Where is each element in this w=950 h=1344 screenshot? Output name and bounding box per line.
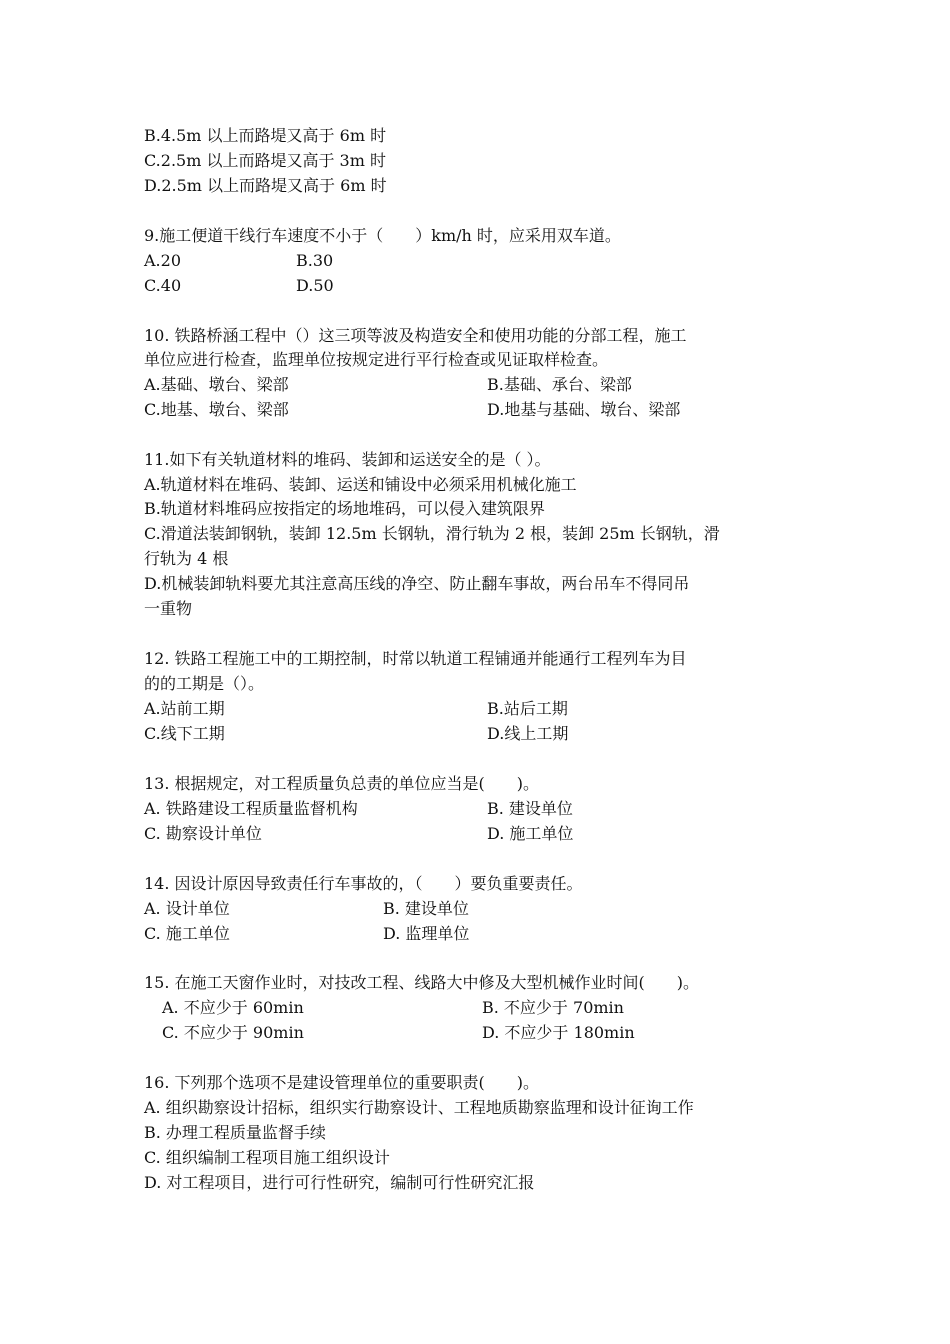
q11-stem: 11.如下有关轨道材料的堆码、装卸和运送安全的是（ ）。: [144, 450, 551, 469]
q16-stem: 16. 下列那个选项不是建设管理单位的重要职责( )。: [144, 1073, 540, 1092]
q13-option-a: A. 铁路建设工程质量监督机构: [144, 799, 358, 818]
q15-option-c: C. 不应少于 90min: [162, 1023, 304, 1042]
q9-option-c: C.40: [144, 276, 182, 295]
q12-option-c: C.线下工期: [144, 724, 225, 743]
q9-option-a: A.20: [144, 251, 181, 270]
q11-option-d-line2: 一重物: [144, 599, 193, 618]
q8-option-c: C.2.5m 以上而路堤又高于 3m 时: [144, 151, 386, 170]
q8-option-b: B.4.5m 以上而路堤又高于 6m 时: [144, 126, 387, 145]
q14-option-c: C. 施工单位: [144, 924, 230, 943]
q9-stem: 9.施工便道干线行车速度不小于（ ）km/h 时，应采用双车道。: [144, 226, 621, 245]
q11-option-d-line1: D.机械装卸轨料要尤其注意高压线的净空、防止翻车事故，两台吊车不得同吊: [144, 574, 690, 593]
q8-option-d: D.2.5m 以上而路堤又高于 6m 时: [144, 176, 387, 195]
q16-option-c: C. 组织编制工程项目施工组织设计: [144, 1148, 390, 1167]
q16-option-b: B. 办理工程质量监督手续: [144, 1123, 326, 1142]
q9-option-b: B.30: [296, 251, 334, 270]
q13-stem: 13. 根据规定，对工程质量负总责的单位应当是( )。: [144, 774, 540, 793]
q10-option-d: D.地基与基础、墩台、梁部: [487, 400, 681, 419]
q11-option-b: B.轨道材料堆码应按指定的场地堆码，可以侵入建筑限界: [144, 499, 545, 518]
q12-stem-line2: 的的工期是（）。: [144, 674, 265, 693]
q15-option-d: D. 不应少于 180min: [482, 1023, 635, 1042]
q15-stem: 15. 在施工天窗作业时，对技改工程、线路大中修及大型机械作业时间( )。: [144, 973, 700, 992]
q11-option-c-line2: 行轨为 4 根: [144, 549, 229, 568]
q13-option-c: C. 勘察设计单位: [144, 824, 262, 843]
q13-option-d: D. 施工单位: [487, 824, 574, 843]
q10-option-a: A.基础、墩台、梁部: [144, 375, 289, 394]
q10-stem-line1: 10. 铁路桥涵工程中（）这三项等波及构造安全和使用功能的分部工程，施工: [144, 326, 687, 345]
q15-option-b: B. 不应少于 70min: [482, 998, 624, 1017]
q12-option-a: A.站前工期: [144, 699, 225, 718]
q14-option-b: B. 建设单位: [383, 899, 469, 918]
q14-option-d: D. 监理单位: [383, 924, 470, 943]
q9-option-d: D.50: [296, 276, 334, 295]
q11-option-a: A.轨道材料在堆码、装卸、运送和铺设中必须采用机械化施工: [144, 475, 577, 494]
q14-stem: 14. 因设计原因导致责任行车事故的，（ ）要负重要责任。: [144, 874, 583, 893]
q16-option-d: D. 对工程项目，进行可行性研究，编制可行性研究汇报: [144, 1173, 535, 1192]
q12-stem-line1: 12. 铁路工程施工中的工期控制，时常以轨道工程铺通并能通行工程列车为目: [144, 649, 687, 668]
q15-option-a: A. 不应少于 60min: [162, 998, 304, 1017]
q14-option-a: A. 设计单位: [144, 899, 230, 918]
q10-stem-line2: 单位应进行检查，监理单位按规定进行平行检查或见证取样检查。: [144, 350, 609, 369]
q12-option-d: D.线上工期: [487, 724, 569, 743]
q10-option-c: C.地基、墩台、梁部: [144, 400, 289, 419]
q12-option-b: B.站后工期: [487, 699, 568, 718]
q11-option-c-line1: C.滑道法装卸钢轨，装卸 12.5m 长钢轨，滑行轨为 2 根，装卸 25m 长钢轨，滑: [144, 524, 720, 543]
q10-option-b: B.基础、承台、梁部: [487, 375, 632, 394]
q16-option-a: A. 组织勘察设计招标，组织实行勘察设计、工程地质勘察监理和设计征询工作: [144, 1098, 694, 1117]
q13-option-b: B. 建设单位: [487, 799, 573, 818]
